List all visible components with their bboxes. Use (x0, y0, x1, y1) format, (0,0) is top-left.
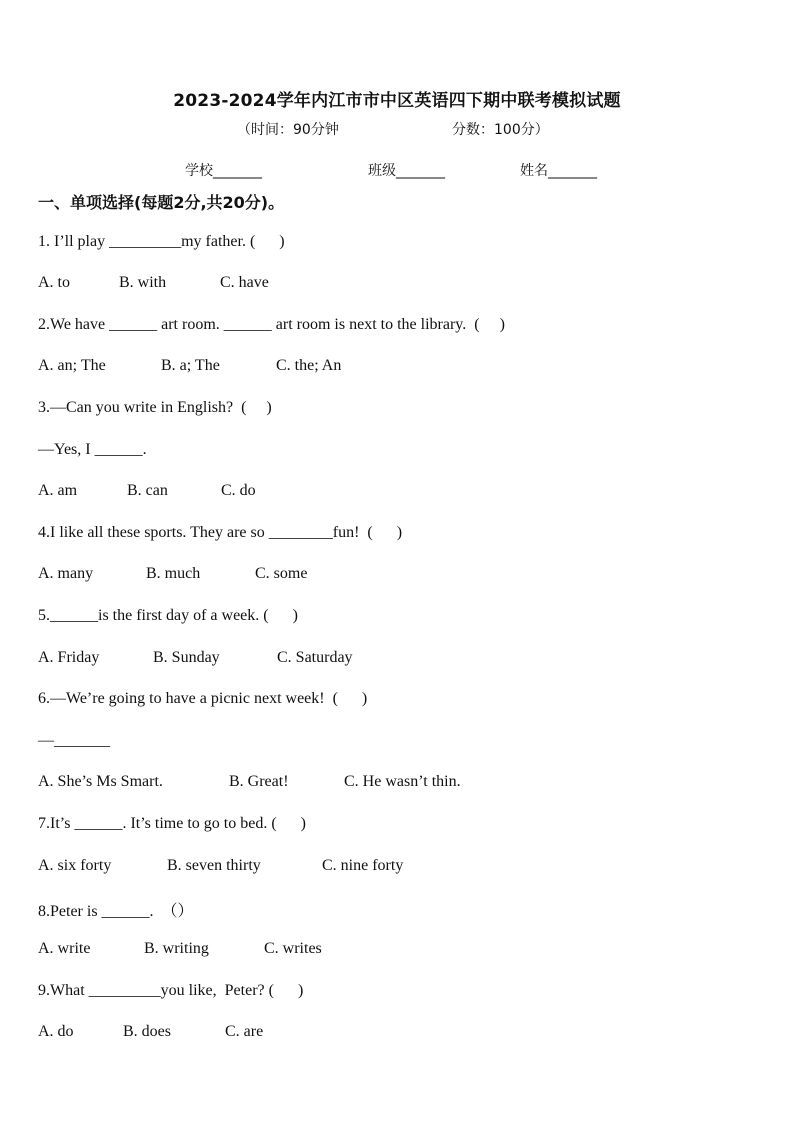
question-1-stem: 1. I’ll play _________my father. ( ) (38, 233, 285, 250)
question-5-option-a: A. Friday (38, 649, 100, 666)
question-6-option-c: C. He wasn’t thin. (344, 773, 461, 790)
question-6-response: —_______ (38, 732, 110, 749)
question-7-option-c: C. nine forty (322, 857, 404, 874)
question-9-option-c: C. are (225, 1023, 264, 1040)
question-9-option-a: A. do (38, 1023, 74, 1040)
question-3-stem: 3.—Can you write in English? ( ) (38, 399, 272, 416)
class-field: 班级_______ (368, 163, 445, 179)
question-4-option-c: C. some (255, 565, 308, 582)
question-3-option-b: B. can (127, 482, 168, 499)
question-5-option-c: C. Saturday (277, 649, 353, 666)
question-5-stem: 5.______is the first day of a week. ( ) (38, 607, 298, 624)
question-1-option-b: B. with (119, 274, 167, 291)
name-field: 姓名_______ (520, 163, 597, 179)
exam-time: （时间：90分钟 (237, 122, 339, 138)
question-6-stem: 6.—We’re going to have a picnic next week! ( ) (38, 690, 368, 707)
question-8-option-c: C. writes (264, 940, 322, 957)
question-9-stem: 9.What _________you like, Peter? ( ) (38, 982, 304, 999)
section-heading: 一、单项选择(每题2分,共20分)。 (38, 193, 285, 212)
page-title: 2023-2024学年内江市市中区英语四下期中联考模拟试题 (173, 91, 621, 111)
question-3-response: —Yes, I ______. (38, 441, 147, 458)
question-2-stem: 2.We have ______ art room. ______ art room is next to the library. ( ) (38, 316, 505, 333)
school-field: 学校_______ (185, 163, 262, 179)
question-4-option-b: B. much (146, 565, 201, 582)
question-4-option-a: A. many (38, 565, 94, 582)
question-1-option-a: A. to (38, 274, 70, 291)
question-2-option-c: C. the; An (276, 357, 342, 374)
question-7-option-b: B. seven thirty (167, 857, 261, 874)
question-8-option-b: B. writing (144, 940, 209, 957)
exam-score: 分数：100分） (452, 122, 549, 138)
question-2-option-b: B. a; The (161, 357, 220, 374)
question-2-option-a: A. an; The (38, 357, 106, 374)
question-4-stem: 4.I like all these sports. They are so ________fun! ( ) (38, 524, 403, 541)
question-7-stem: 7.It’s ______. It’s time to go to bed. ( ) (38, 815, 306, 832)
question-8-stem: 8.Peter is ______. （） (38, 903, 194, 920)
question-1-option-c: C. have (220, 274, 269, 291)
question-6-option-b: B. Great! (229, 773, 289, 790)
question-8-option-a: A. write (38, 940, 91, 957)
question-3-option-a: A. am (38, 482, 78, 499)
question-9-option-b: B. does (123, 1023, 171, 1040)
question-6-option-a: A. She’s Ms Smart. (38, 773, 163, 790)
question-5-option-b: B. Sunday (153, 649, 220, 666)
question-3-option-c: C. do (221, 482, 256, 499)
question-7-option-a: A. six forty (38, 857, 112, 874)
